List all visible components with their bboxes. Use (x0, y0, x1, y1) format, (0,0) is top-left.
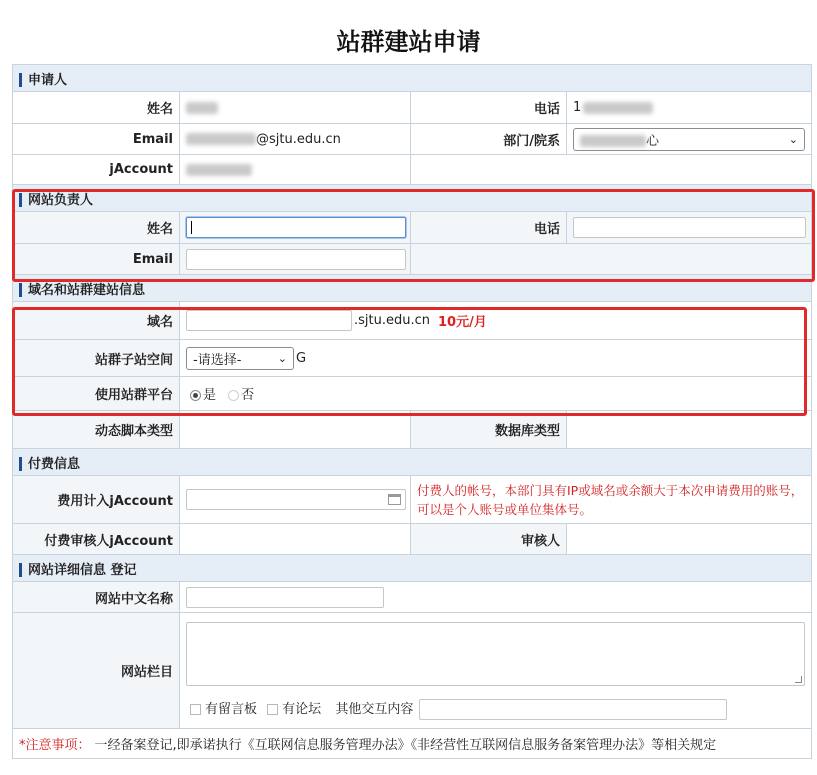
option-other-label: 其他交互内容 (335, 701, 414, 717)
billing-label: 费用计入jAccount (13, 476, 180, 524)
owner-row-name-phone (13, 212, 812, 244)
domain-price: 10元/月 (438, 315, 487, 330)
owner-email-label: Email (13, 244, 180, 275)
billing-hint: 付费人的帐号，本部门具有IP或域名或余额大于本次申请费用的账号，可以是个人账号或单位集体号。 (417, 482, 804, 517)
applicant-row-email-dept (13, 124, 812, 155)
redacted-phone (583, 102, 653, 114)
option-other-input[interactable] (419, 699, 727, 720)
script-db-row (13, 411, 812, 449)
applicant-email-value: @sjtu.edu.cn (180, 124, 411, 155)
option-forum[interactable]: 有论坛 (267, 702, 321, 717)
section-marker (19, 457, 22, 471)
section-title: 网站负责人 (28, 192, 94, 208)
applicant-name-value (180, 92, 411, 124)
applicant-jaccount-label: jAccount (13, 155, 180, 185)
domain-label: 域名 (13, 302, 180, 340)
applicant-dept-cell (567, 124, 812, 155)
reviewer-account-value (180, 524, 411, 555)
application-form (12, 64, 812, 759)
notice-text: 一经备案登记,即承诺执行《互联网信息服务管理办法》《非经营性互联网信息服务备案管理办法》等相关规定 (94, 738, 717, 753)
db-label: 数据库类型 (411, 411, 567, 449)
site-options (190, 698, 805, 720)
page-title: 站群建站申请 (336, 28, 481, 56)
notice-label: *注意事项： (19, 738, 91, 753)
applicant-phone-value: 1 (567, 92, 812, 124)
owner-name-input[interactable] (186, 217, 406, 238)
applicant-dept-label: 部门/院系 (411, 124, 567, 155)
text-caret (191, 221, 192, 234)
section-owner (13, 185, 812, 212)
checkbox[interactable] (267, 704, 278, 715)
platform-no-option[interactable]: 否 (228, 388, 254, 403)
section-site (13, 555, 812, 582)
db-value (567, 411, 812, 449)
reviewer-value (567, 524, 812, 555)
section-marker (19, 73, 22, 87)
domain-suffix: .sjtu.edu.cn (354, 313, 430, 328)
chevron-down-icon: ⌄ (788, 132, 798, 146)
section-title: 域名和站群建站信息 (28, 282, 146, 298)
section-applicant (13, 65, 812, 92)
applicant-name-label: 姓名 (13, 92, 180, 124)
section-marker (19, 193, 22, 207)
section-title: 付费信息 (28, 456, 81, 472)
section-payment (13, 449, 812, 476)
owner-phone-label: 电话 (411, 212, 567, 244)
reviewer-account-label: 付费审核人jAccount (13, 524, 180, 555)
site-column-row (13, 613, 812, 729)
owner-row-email (13, 244, 812, 275)
site-name-row (13, 582, 812, 613)
reviewer-label: 审核人 (411, 524, 567, 555)
checkbox[interactable] (190, 704, 201, 715)
reviewer-row (13, 524, 812, 555)
section-title: 网站详细信息 登记 (28, 562, 137, 578)
applicant-phone-label: 电话 (411, 92, 567, 124)
space-select[interactable]: -请选择- ⌄ (186, 347, 294, 370)
platform-row (13, 377, 812, 411)
site-column-textarea[interactable] (186, 622, 805, 686)
space-row (13, 340, 812, 377)
redacted-dept (580, 135, 646, 147)
applicant-jaccount-value (180, 155, 411, 185)
radio-unselected[interactable] (228, 390, 239, 401)
platform-label: 使用站群平台 (13, 377, 180, 411)
site-column-label: 网站栏目 (13, 613, 180, 729)
site-cn-name-input[interactable] (186, 587, 384, 608)
option-guestbook[interactable]: 有留言板 (190, 702, 257, 717)
domain-input[interactable] (186, 310, 352, 331)
owner-email-input[interactable] (186, 249, 406, 270)
applicant-email-label: Email (13, 124, 180, 155)
script-value (180, 411, 411, 449)
radio-selected[interactable] (190, 390, 201, 401)
space-unit: G (296, 350, 307, 366)
billing-row (13, 476, 812, 524)
chevron-down-icon: ⌄ (277, 351, 287, 365)
domain-row (13, 302, 812, 340)
dept-select[interactable]: 心 ⌄ (573, 128, 805, 151)
applicant-row-name-phone (13, 92, 812, 124)
space-label: 站群子站空间 (13, 340, 180, 377)
owner-name-label: 姓名 (13, 212, 180, 244)
platform-yes-option[interactable]: 是 (190, 388, 216, 403)
resize-handle[interactable] (795, 676, 802, 683)
site-cn-name-label: 网站中文名称 (13, 582, 180, 613)
section-domain (13, 275, 812, 302)
applicant-row-jaccount (13, 155, 812, 185)
calendar-icon[interactable] (388, 494, 401, 505)
redacted-email (186, 133, 256, 145)
notice-row (13, 729, 812, 759)
section-title: 申请人 (28, 72, 68, 88)
section-marker (19, 283, 22, 297)
redacted-jaccount (186, 164, 252, 176)
script-label: 动态脚本类型 (13, 411, 180, 449)
redacted-name (186, 102, 218, 114)
section-marker (19, 563, 22, 577)
owner-phone-input[interactable] (573, 217, 806, 238)
billing-account-input[interactable] (186, 489, 406, 510)
